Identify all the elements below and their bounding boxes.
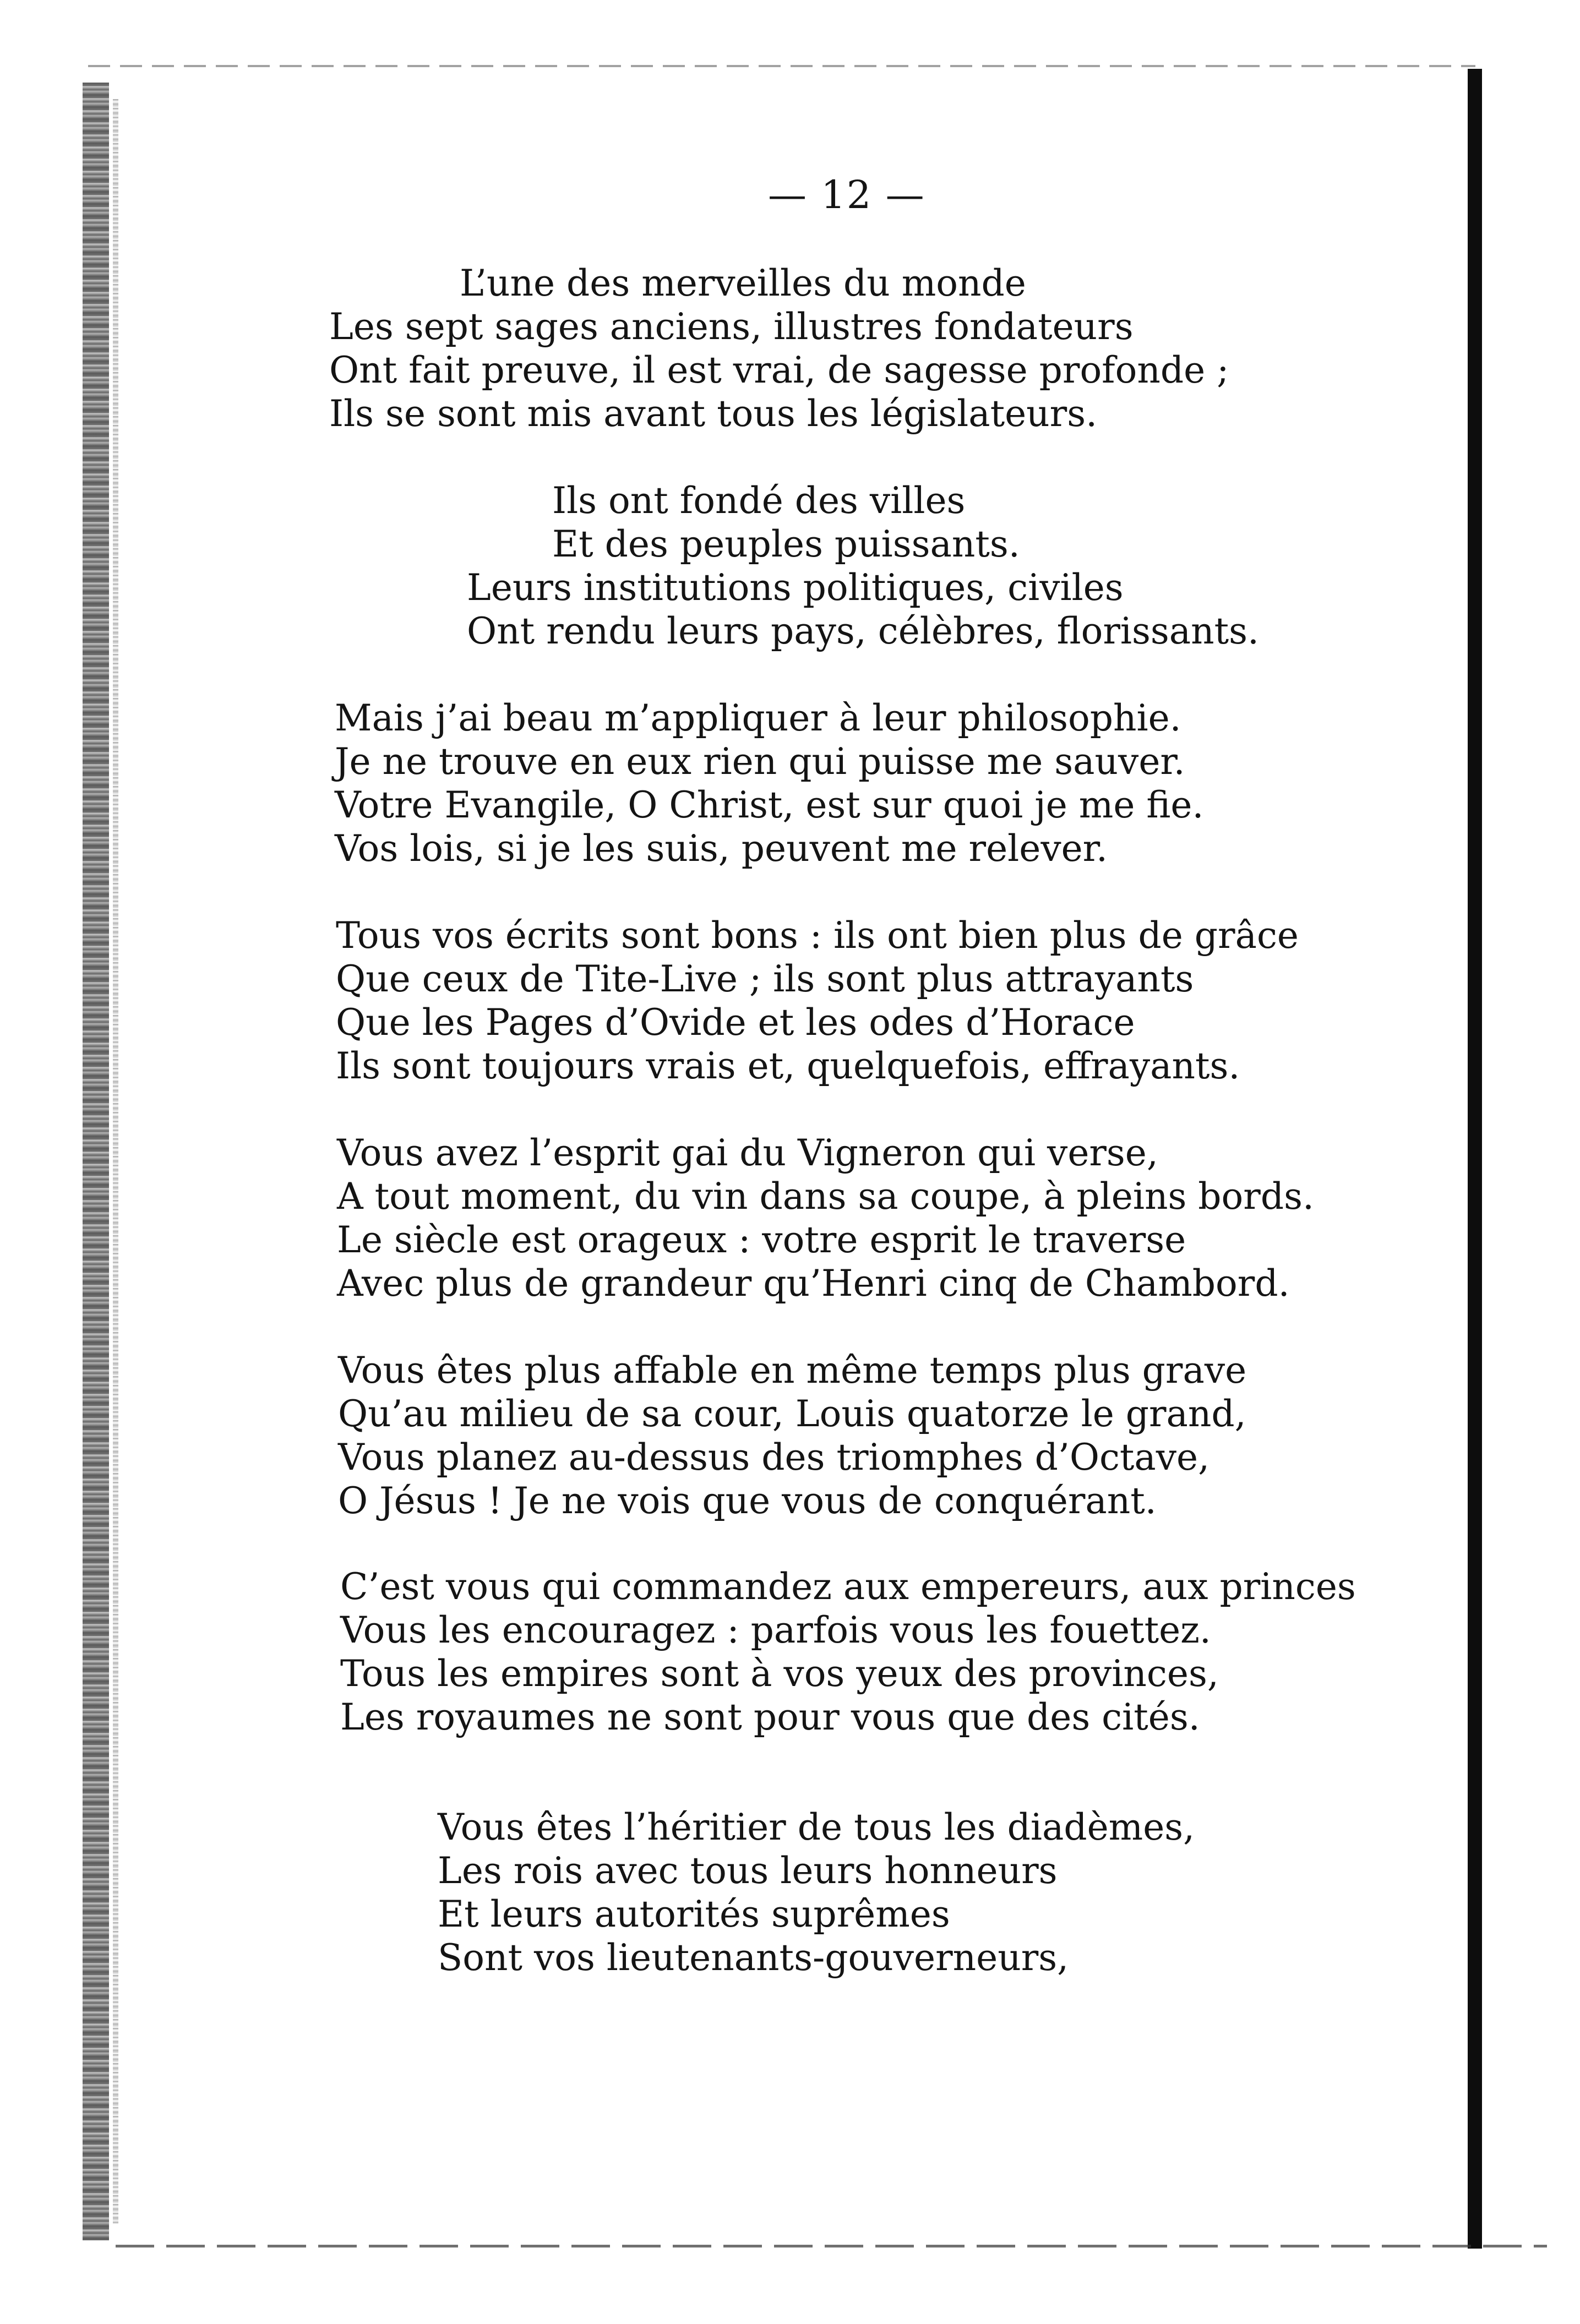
verse-line: Ils se sont mis avant tous les législateurs. (329, 392, 1098, 435)
verse-line: A tout moment, du vin dans sa coupe, à pleins bords. (337, 1175, 1314, 1218)
verse-line: Les sept sages anciens, illustres fondateurs (329, 305, 1134, 348)
stanza-5 (337, 1131, 1314, 1305)
stanza-2 (552, 479, 1020, 566)
verse-line: Leurs institutions politiques, civiles (467, 566, 1124, 609)
verse-line: Votre Evangile, O Christ, est sur quoi je me fie. (335, 784, 1204, 826)
verse-line: Tous vos écrits sont bons : ils ont bien plus de grâce (336, 914, 1299, 957)
verse-line: O Jésus ! Je ne vois que vous de conquérant. (338, 1480, 1157, 1522)
verse-line: Et des peuples puissants. (552, 523, 1020, 565)
stanza-1-continued (329, 305, 1229, 435)
verse-line: Sont vos lieutenants-gouverneurs, (438, 1936, 1069, 1979)
verse-line: Ont fait preuve, il est vrai, de sagesse profonde ; (329, 349, 1229, 391)
verse-line: Je ne trouve en eux rien qui puisse me sauver. (335, 740, 1185, 783)
verse-line: Ils sont toujours vrais et, quelquefois, effrayants. (336, 1045, 1240, 1087)
verse-line: Vos lois, si je les suis, peuvent me relever. (335, 827, 1108, 870)
stanza-3 (335, 696, 1203, 870)
verse-line: Que ceux de Tite-Live ; ils sont plus attrayants (336, 958, 1194, 1000)
verse-line: Vous êtes l’héritier de tous les diadèmes, (438, 1806, 1195, 1848)
verse-line: Vous êtes plus affable en même temps plus grave (338, 1349, 1247, 1392)
page-top-edge (88, 65, 1475, 67)
stanza-7 (340, 1565, 1356, 1739)
stanza-2-continued (467, 566, 1259, 653)
verse-line: Vous les encouragez : parfois vous les fouettez. (340, 1609, 1211, 1651)
verse-line: Mais j’ai beau m’appliquer à leur philosophie. (335, 697, 1181, 739)
verse-line: Vous avez l’esprit gai du Vigneron qui verse, (337, 1132, 1158, 1174)
verse-line: Qu’au milieu de sa cour, Louis quatorze le grand, (338, 1393, 1246, 1435)
verse-line: C’est vous qui commandez aux empereurs, aux princes (340, 1565, 1356, 1608)
verse-line: L’une des merveilles du monde (460, 262, 1026, 304)
verse-line: Ont rendu leurs pays, célèbres, florissants. (467, 610, 1260, 652)
stanza-1 (460, 261, 1026, 305)
verse-line: Ils ont fondé des villes (552, 479, 966, 522)
verse-line: Et leurs autorités suprêmes (438, 1893, 950, 1935)
verse-line: Les rois avec tous leurs honneurs (438, 1850, 1058, 1892)
page-binding-shadow (113, 99, 118, 2224)
stanza-6 (338, 1349, 1246, 1523)
verse-line: Avec plus de grandeur qu’Henri cinq de Chambord. (337, 1262, 1290, 1305)
stanza-8 (438, 1805, 1195, 1979)
verse-line: Les royaumes ne sont pour vous que des cités. (340, 1696, 1200, 1738)
page-binding-edge (83, 83, 109, 2240)
verse-line: Le siècle est orageux : votre esprit le traverse (337, 1219, 1186, 1261)
page-bottom-edge (116, 2245, 1547, 2247)
verse-line: Vous planez au-dessus des triomphes d’Octave, (338, 1436, 1210, 1479)
verse-line: Que les Pages d’Ovide et les odes d’Horace (336, 1001, 1135, 1044)
verse-line: Tous les empires sont à vos yeux des provinces, (340, 1652, 1219, 1695)
stanza-4 (336, 914, 1299, 1088)
page-right-edge (1468, 69, 1482, 2249)
page-number: — 12 — (768, 172, 925, 217)
